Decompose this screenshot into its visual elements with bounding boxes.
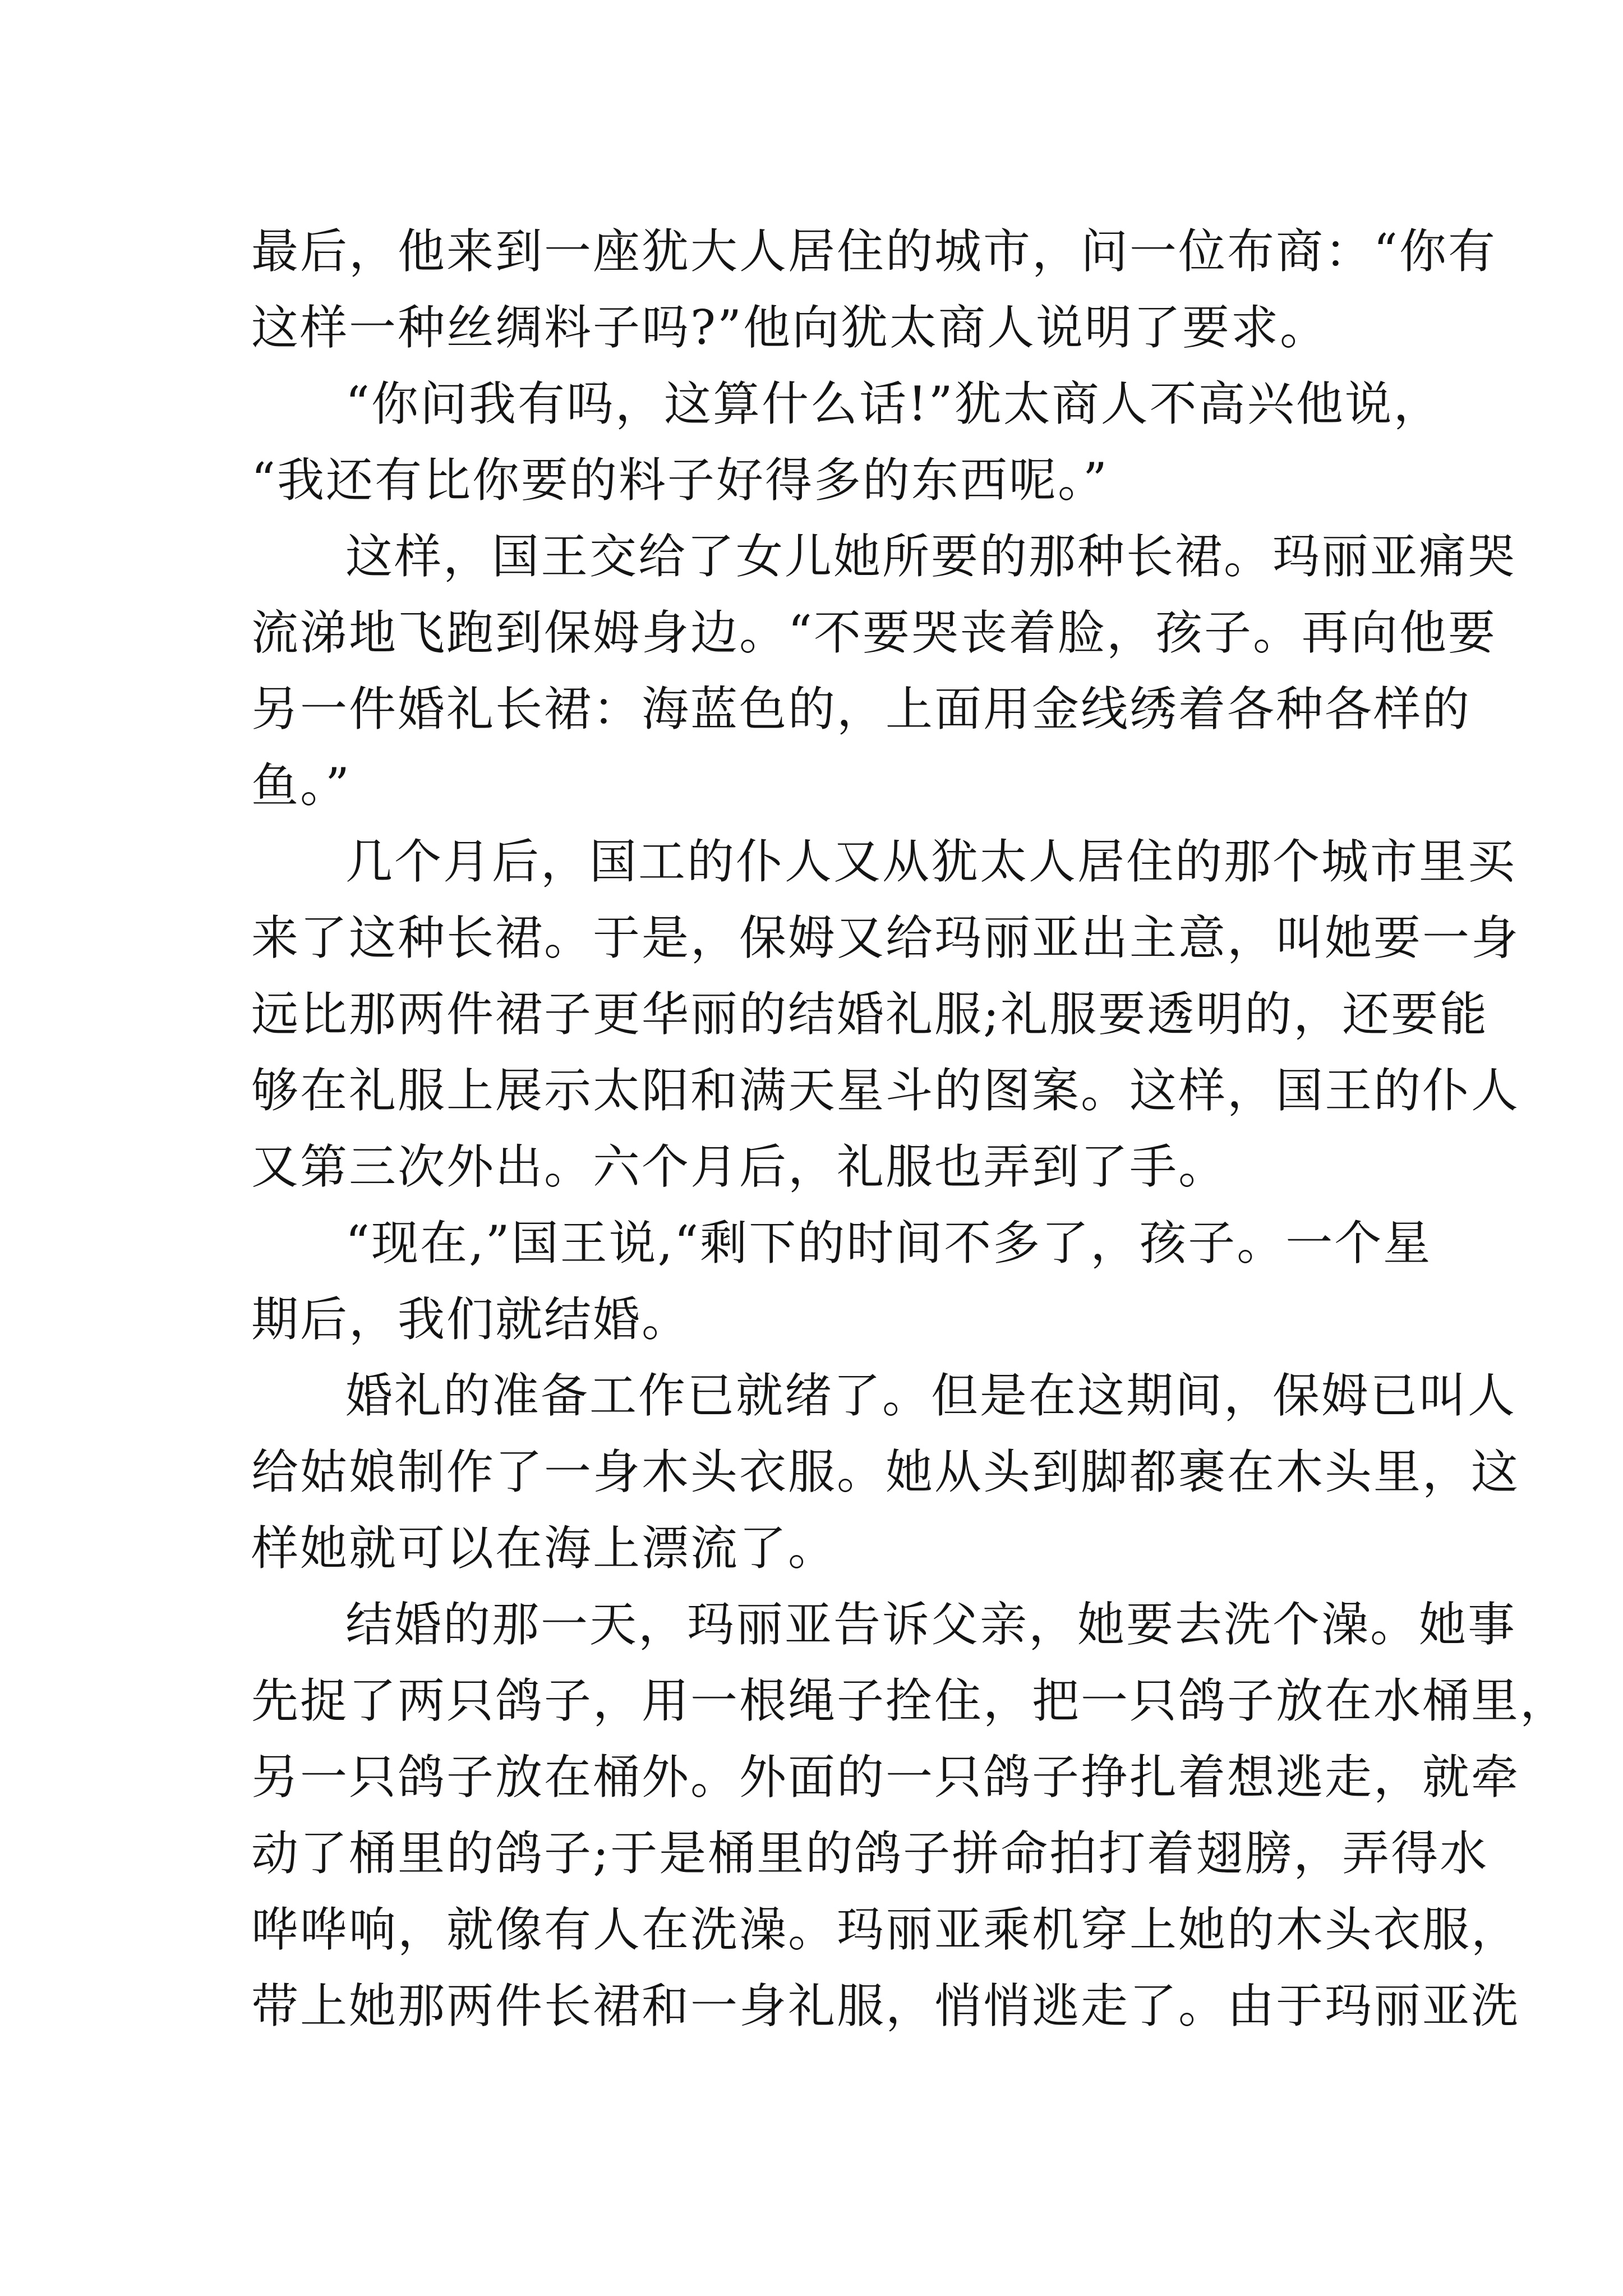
text-line: 婚礼的准备工作已就绪了。但是在这期间，保姆已叫人 xyxy=(345,1368,1517,1423)
text-line: 最后，他来到一座犹大人居住的城市，问一位布商：“你有 xyxy=(251,224,1497,279)
text-line: 来了这种长裙。于是，保姆又给玛丽亚出主意，叫她要一身 xyxy=(251,910,1520,965)
text-line: 这样一种丝绸料子吗?”他向犹太商人说明了要求。 xyxy=(251,300,1329,355)
text-line: 结婚的那一天，玛丽亚告诉父亲，她要去洗个澡。她事 xyxy=(345,1597,1517,1652)
document-body xyxy=(251,213,1569,2044)
text-line: “我还有比你要的料子好得多的东西呢。” xyxy=(251,453,1109,508)
text-line: 几个月后，国工的仆人又从犹太人居住的那个城市里买 xyxy=(345,834,1517,889)
text-line: “你问我有吗，这算什么话!”犹太商人不高兴他说， xyxy=(345,376,1442,431)
text-line: 给姑娘制作了一身木头衣服。她从头到脚都裹在木头里，这 xyxy=(251,1444,1520,1499)
text-line: 期后，我们就结婚。 xyxy=(251,1292,691,1347)
text-line: 动了桶里的鸽子;于是桶里的鸽子拼命拍打着翅膀，弄得水 xyxy=(251,1826,1489,1881)
text-line: 鱼。” xyxy=(251,758,351,813)
text-line: 够在礼服上展示太阳和满天星斗的图案。这样，国王的仆人 xyxy=(251,1063,1520,1118)
text-line: 又第三次外出。六个月后，礼服也弄到了手。 xyxy=(251,1139,1228,1194)
text-line: 先捉了两只鸽子，用一根绳子拴住，把一只鸽子放在水桶里， xyxy=(251,1673,1569,1728)
text-line: 远比那两件裙子更华丽的结婚礼服;礼服要透明的，还要能 xyxy=(251,987,1489,1042)
text-line: 另一只鸽子放在桶外。外面的一只鸽子挣扎着想逃走，就牵 xyxy=(251,1750,1520,1805)
text-line: 哗哗响，就像有人在洗澡。玛丽亚乘机穿上她的木头衣服， xyxy=(251,1902,1520,1957)
text-line: 另一件婚礼长裙：海蓝色的，上面用金线绣着各种各样的 xyxy=(251,682,1472,737)
text-line: 这样，国王交给了女儿她所要的那种长裙。玛丽亚痛哭 xyxy=(345,529,1517,584)
text-line: 流涕地飞跑到保姆身边。“不要哭丧着脸，孩子。再向他要 xyxy=(251,605,1497,660)
text-line: 样她就可以在海上漂流了。 xyxy=(251,1521,837,1576)
text-line: “现在,”国王说,“剩下的时间不多了，孩子。一个星 xyxy=(345,1216,1432,1271)
text-line: 带上她那两件长裙和一身礼服，悄悄逃走了。由于玛丽亚洗 xyxy=(251,1978,1520,2033)
